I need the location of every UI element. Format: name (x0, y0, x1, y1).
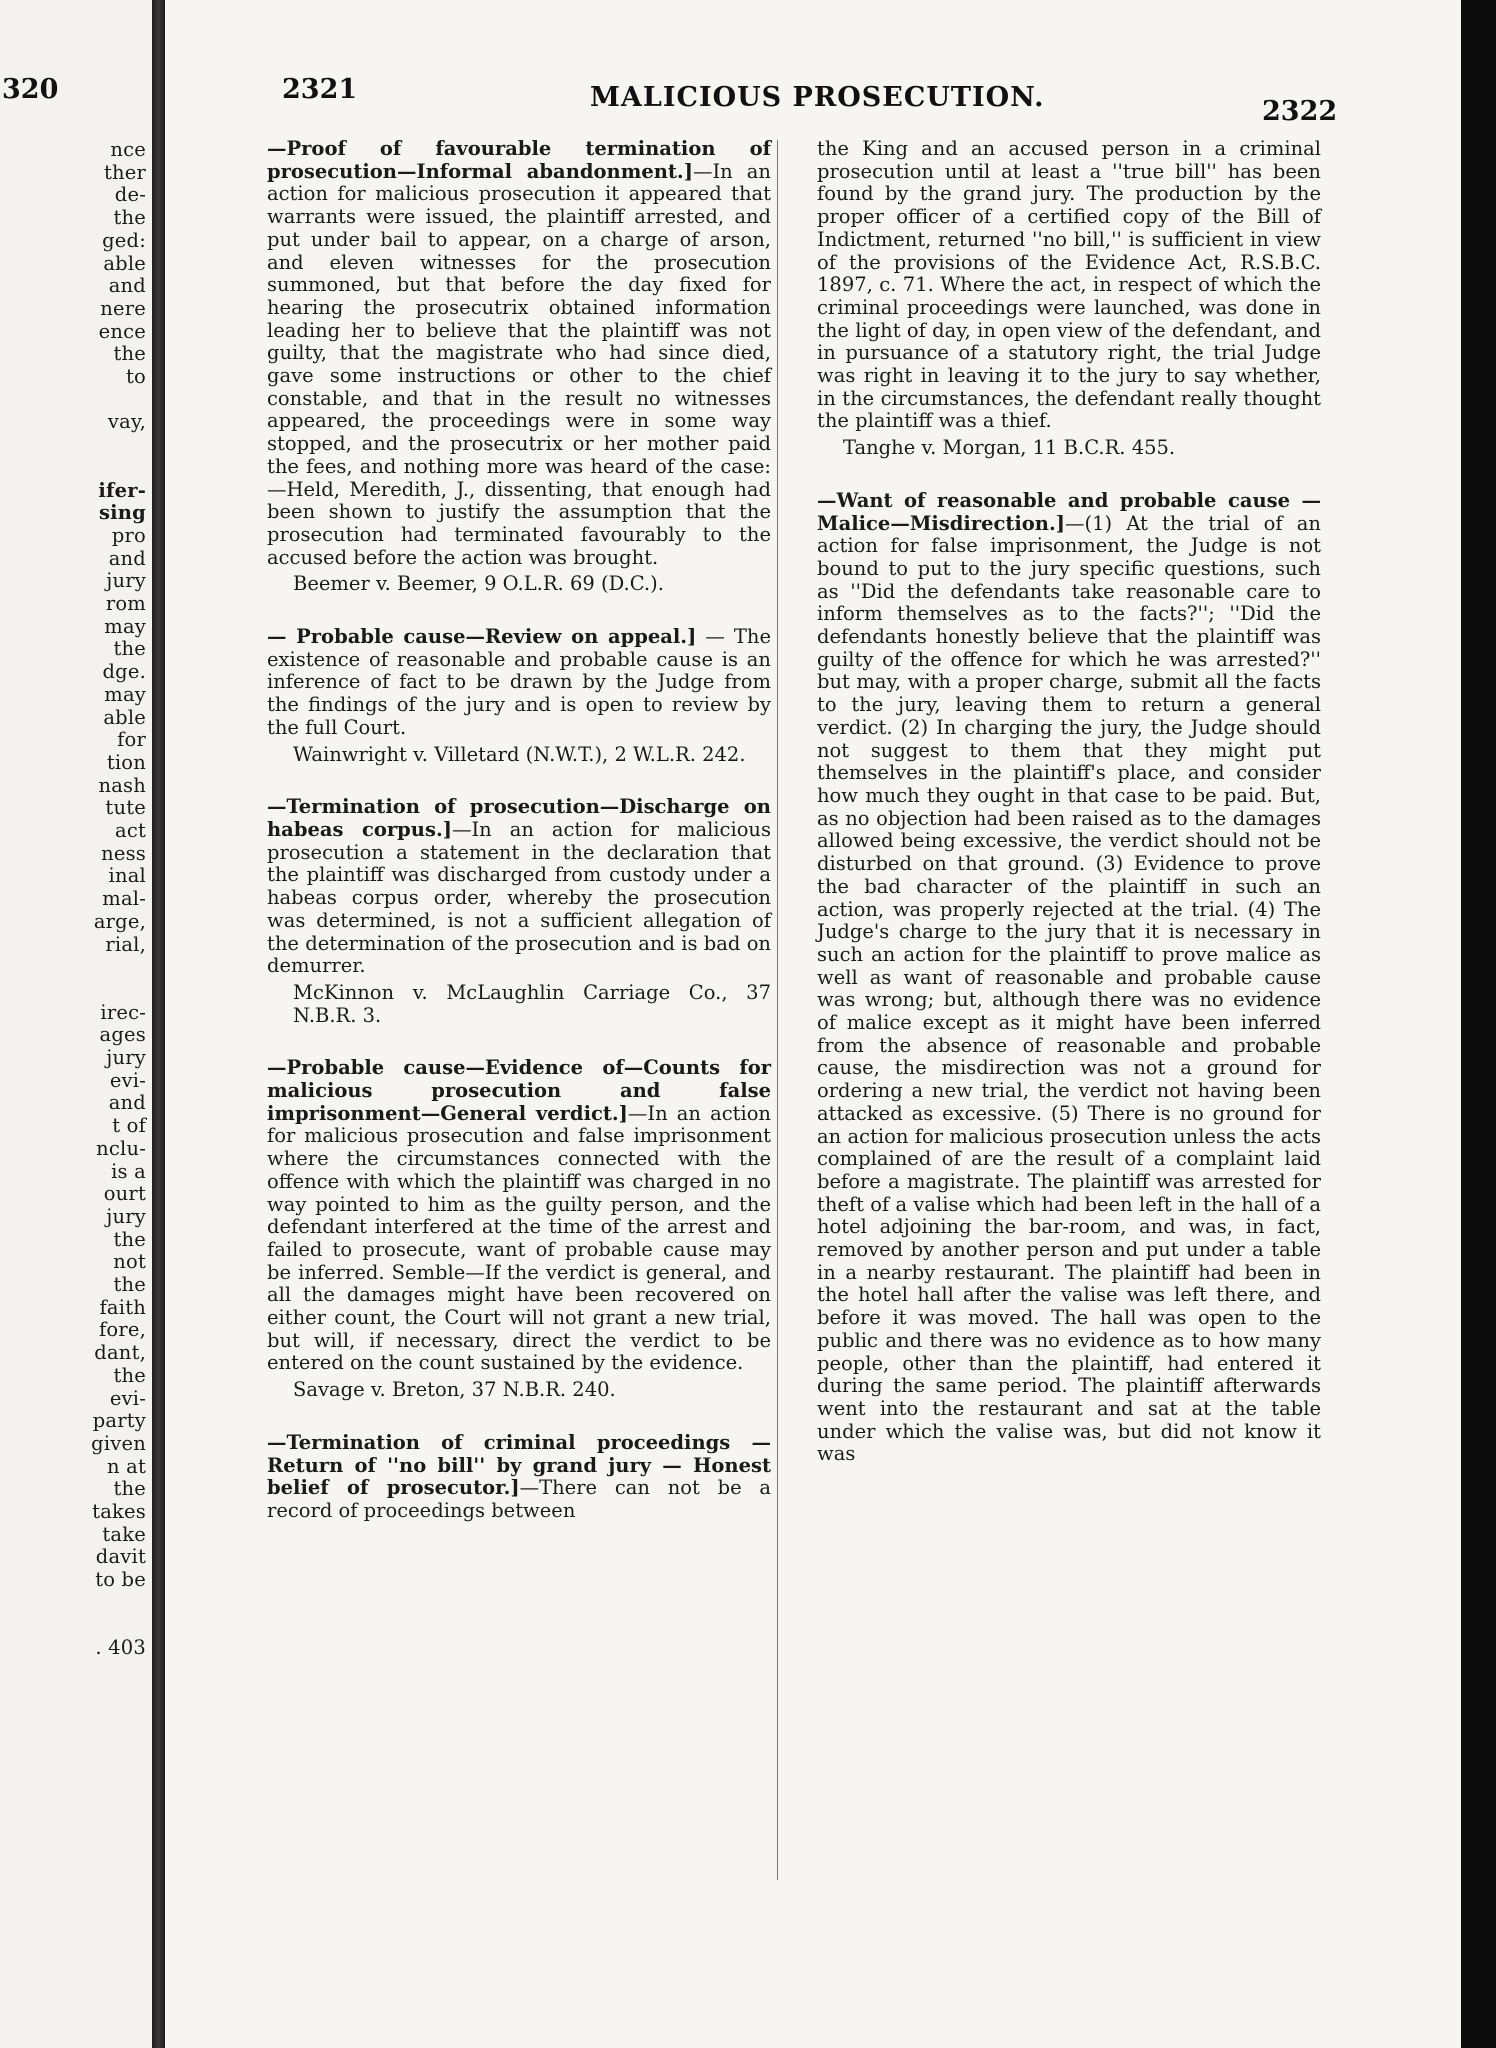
page-edge-shadow (1461, 0, 1496, 2048)
digest-entry (267, 138, 771, 569)
facing-page-fragment-line: jury (106, 1046, 146, 1069)
facing-page-fragment-line: rom (105, 592, 146, 615)
page-number-left: 2321 (282, 74, 358, 105)
facing-page-fragment-line: ence (98, 319, 146, 343)
facing-page-fragment-line: t of (112, 1114, 146, 1138)
case-citation: Savage v. Breton, 37 N.B.R. 240. (293, 1378, 616, 1402)
facing-page-fragment-line: sing (99, 501, 146, 525)
entry-heading: — Probable cause—Review on appeal.] (267, 625, 697, 649)
facing-page-fragment-line: the (113, 1477, 146, 1501)
facing-page-fragment-line: vay, (107, 410, 146, 434)
facing-page-fragment-line: tion (106, 750, 146, 774)
facing-page-fragment-line: the (113, 342, 146, 366)
facing-page-fragment (0, 0, 152, 2048)
entry-heading: —Proof of favourable termination of prosecution—Informal abandonment.] (267, 137, 771, 183)
facing-page-fragment-line: evi- (109, 1386, 146, 1410)
facing-page-number: 320 (2, 74, 59, 105)
facing-page-fragment-line: dge. (102, 660, 146, 684)
entry-heading: —Termination of prosecution—Discharge on habeas corpus.] (267, 795, 771, 841)
facing-page-fragment-line: tute (105, 796, 146, 820)
facing-page-fragment-line: is a (111, 1159, 146, 1183)
facing-page-fragment-line: the (113, 1363, 146, 1387)
facing-page-fragment-line: faith (99, 1295, 146, 1319)
facing-page-fragment-line: nash (98, 773, 146, 797)
facing-page-fragment-line: inal (108, 864, 146, 888)
facing-page-fragment-line: ged: (102, 228, 146, 252)
facing-page-fragment-line: nclu- (96, 1136, 146, 1160)
facing-page-fragment-line: nere (100, 296, 146, 320)
facing-page-fragment-line: able (103, 251, 146, 275)
facing-page-fragment-line: pro (111, 523, 146, 547)
facing-page-fragment-line: n at (106, 1454, 146, 1478)
facing-page-fragment-line: jury (106, 569, 146, 593)
facing-page-fragment-line: may (104, 682, 146, 706)
facing-page-fragment-line: to (126, 365, 146, 388)
facing-page-fragment-line: able (103, 705, 146, 729)
entry-heading: —Probable cause—Evidence of—Counts for malicious prosecution and false imprisonment—General verdict.] (267, 1056, 771, 1125)
facing-page-fragment-line: davit (95, 1545, 146, 1569)
digest-entry (817, 490, 1321, 1466)
facing-page-fragment-line: takes (92, 1500, 146, 1523)
book-page (165, 0, 1461, 2048)
page-number-right: 2322 (1262, 96, 1338, 127)
facing-page-fragment-line: jury (106, 1204, 146, 1228)
entry-text: — The existence of reasonable and probable cause is an inference of fact to be drawn by the Judge from the findings of the jury and is open to review by the full Court. (267, 625, 771, 739)
facing-page-fragment-line: given (91, 1431, 146, 1455)
digest-entry (267, 626, 771, 740)
facing-page-fragment-line: the (113, 206, 146, 230)
case-citation: Tanghe v. Morgan, 11 B.C.R. 455. (843, 436, 1176, 460)
facing-page-fragment-line: the (113, 637, 146, 661)
facing-page-fragment-line: rial, (105, 932, 146, 956)
case-citation: Wainwright v. Villetard (N.W.T.), 2 W.L.R. 242. (293, 742, 746, 766)
entry-text: —In an action for malicious prosecution and false imprisonment where the circumstances connected with the offence with which the plaintiff was charged in no way pointed to him as the guilty person, and the defendant interfered at the time of the arrest and failed to prosecute, want of probable cause may be inferred. Semble—If the verdict is general, and all the damages might have been recovered on either count, the Court will not grant a new trial, but will, if necessary, direct the verdict to be entered on the count sustained by the evidence. (267, 1101, 771, 1375)
facing-page-fragment-line: and (108, 274, 146, 298)
facing-page-fragment-line: de- (114, 183, 146, 207)
facing-page-fragment-line: the (113, 1227, 146, 1251)
entry-heading: —Termination of criminal proceedings — Return of ''no bill'' by grand jury — Honest belief of prosecutor.] (267, 1430, 771, 1500)
facing-page-fragment-line: may (104, 614, 146, 638)
case-citation: McKinnon v. McLaughlin Carriage Co., 37 N.B.R. 3. (293, 980, 771, 1027)
left-text-column (267, 138, 771, 1523)
facing-page-fragment-line: fore, (98, 1318, 146, 1342)
digest-entry (267, 1057, 771, 1375)
book-gutter (152, 0, 165, 2048)
case-citation: Beemer v. Beemer, 9 O.L.R. 69 (D.C.). (293, 572, 664, 596)
facing-page-fragment-line: not (113, 1250, 146, 1274)
entry-heading: —Want of reasonable and probable cause —Malice—Misdirection.] (817, 488, 1321, 535)
digest-entry (267, 796, 771, 978)
facing-page-fragment-line: arge, (93, 909, 146, 933)
facing-page-fragment-line: ther (103, 160, 146, 184)
facing-page-fragment-line: ness (101, 841, 146, 865)
facing-page-fragment-line: for (117, 728, 146, 752)
right-text-column (817, 138, 1321, 1466)
facing-page-fragment-line: the (113, 1273, 146, 1296)
facing-page-fragment-line: ages (99, 1023, 146, 1047)
facing-page-fragment-line: . 403 (95, 1636, 146, 1660)
entry-text: —(1) At the trial of an action for false imprisonment, the Judge is not bound to put to the jury specific questions, such as ''Did the defendants take reasonable care to inform themselves as to the facts?''; ''Did the defendants honestly believe that the plaintiff was guilty of the offence for which he was arrested?'' but may, with a proper charge, submit all the facts to the jury, leaving them to return a general verdict. (2) In charging the jury, the Judge should not suggest to them that they might put themselves in the plaintiff's place, and consider how much they ought in that case to be paid. But, as no objection had been raised as to the damages allowed being excessive, the verdict should not be disturbed on that ground. (3) Evidence to prove the bad character of the plaintiff in such an action, was properly rejected at the trial. (4) The Judge's charge to the jury that it is necessary in such an action for the plaintiff to prove malice as well as want of reasonable and probable cause was wrong; but, although there was no evidence of malice except as it might have been inferred from the absence of reasonable and probable cause, the misdirection was not a ground for ordering a new trial, the verdict not having been attacked as excessive. (5) There is no ground for an action for malicious prosecution unless the acts complained of are the result of a complaint laid before a magistrate. The plaintiff was arrested for theft of a valise which had been left in the hall of a hotel adjoining the bar-room, and was, in fact, removed by another person and put under a table in a nearby restaurant. The plaintiff had been in the hotel hall after the valise was left there, and before it was moved. The hall was open to the public and there was no evidence as to how many people, other than the plaintiff, had entered it during the same period. The plaintiff afterwards went into the restaurant and sat at the table under which the valise was, but did not know it was (817, 511, 1321, 1466)
facing-page-fragment-line: party (92, 1409, 146, 1433)
facing-page-fragment-line: ourt (103, 1182, 146, 1206)
facing-page-fragment-line: evi- (109, 1068, 146, 1092)
entry-text: —In an action for malicious prosecution a statement in the declaration that the plaintiff was discharged from custody under a habeas corpus order, whereby the prosecution was determined, is not a sufficient allegation of the determination of the prosecution and is bad on demurrer. (267, 817, 772, 978)
facing-page-fragment-line: act (115, 819, 146, 842)
digest-entry-continuation: the King and an accused person in a criminal prosecution until at least a ''true bill'' has been found by the grand jury. The production by the proper officer of a certified copy of the Bill of Indictment, returned ''no bill,'' is sufficient in view of the provisions of the Evidence Act, R.S.B.C. 1897, c. 71. Where the act, in respect of which the criminal proceedings were launched, was done in the light of day, in open view of the defendant, and in pursuance of a statutory right, the trial Judge was right in leaving it to the jury to say whether, in the circumstances, the defendant really thought the plaintiff was a thief. (817, 137, 1321, 433)
facing-page-fragment-line: dant, (94, 1341, 146, 1365)
entry-text: —In an action for malicious prosecution it appeared that warrants were issued, the plaintiff arrested, and put under bail to appear, on a charge of arson, and eleven witnesses for the prosecution summoned, but that before the day fixed for hearing the prosecutrix obtained information leading her to believe that the plaintiff was not guilty, that the magistrate who had since died, gave some instructions or other to the chief constable, and that in the result no witnesses appeared, the proceedings were in some way stopped, and the prosecutrix or her mother paid the fees, and nothing more was heard of the case:—Held, Meredith, J., dissenting, that enough had been shown to justify the assumption that the prosecution had terminated favourably to the accused before the action was brought. (267, 159, 771, 569)
digest-entry (267, 1432, 771, 1523)
entry-text: —There can not be a record of proceedings between (267, 1476, 771, 1522)
facing-page-fragment-line: and (108, 1091, 146, 1115)
column-divider (777, 140, 778, 1880)
facing-page-fragment-line: to be (95, 1568, 146, 1592)
facing-page-fragment-line: nce (110, 138, 146, 161)
facing-page-fragment-line: ifer- (98, 478, 146, 502)
facing-page-fragment-line: take (102, 1522, 146, 1546)
facing-page-fragment-line: and (108, 546, 146, 570)
facing-page-fragment-line: mal- (102, 887, 146, 911)
facing-page-fragment-line: irec- (100, 1000, 146, 1024)
running-title: MALICIOUS PROSECUTION. (590, 82, 1045, 113)
